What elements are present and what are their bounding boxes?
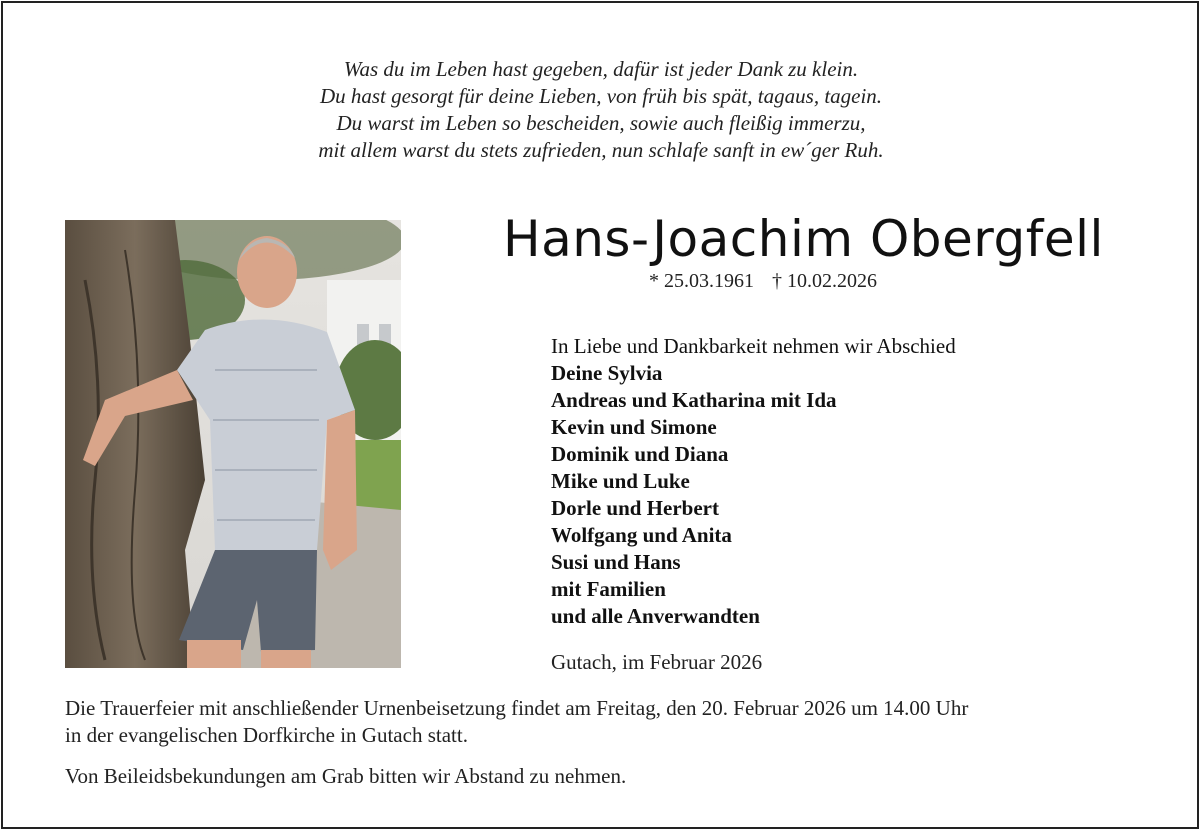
farewell-intro: In Liebe und Dankbarkeit nehmen wir Abschied bbox=[551, 334, 956, 358]
obituary-frame bbox=[1, 1, 1199, 829]
funeral-notice bbox=[65, 695, 968, 749]
family-list bbox=[551, 333, 956, 630]
place-date: Gutach, im Februar 2026 bbox=[551, 650, 763, 674]
portrait-photo bbox=[65, 220, 401, 668]
family-member: Dominik und Diana bbox=[551, 442, 729, 466]
condolence-notice: Von Beileidsbekundungen am Grab bitten wir Abstand zu nehmen. bbox=[65, 764, 627, 788]
family-member: Dorle und Herbert bbox=[551, 496, 719, 520]
memorial-poem bbox=[3, 56, 1199, 164]
family-member: Deine Sylvia bbox=[551, 361, 663, 385]
poem-line: Du hast gesorgt für deine Lieben, von früh bis spät, tagaus, tagein. bbox=[319, 84, 883, 108]
family-member: Kevin und Simone bbox=[551, 415, 717, 439]
family-member: mit Familien bbox=[551, 577, 666, 601]
poem-line: Was du im Leben hast gegeben, dafür ist jeder Dank zu klein. bbox=[343, 57, 859, 81]
family-member: Susi und Hans bbox=[551, 550, 681, 574]
family-member: und alle Anverwandten bbox=[551, 604, 760, 628]
family-member: Wolfgang und Anita bbox=[551, 523, 732, 547]
poem-line: mit allem warst du stets zufrieden, nun schlafe sanft in ew´ger Ruh. bbox=[318, 138, 884, 162]
death-date: † 10.02.2026 bbox=[772, 270, 877, 292]
deceased-name: Hans-Joachim Obergfell bbox=[503, 210, 1104, 268]
poem-line: Du warst im Leben so bescheiden, sowie auch fleißig immerzu, bbox=[336, 111, 866, 135]
life-dates bbox=[649, 270, 877, 293]
family-member: Andreas und Katharina mit Ida bbox=[551, 388, 837, 412]
funeral-notice-line: in der evangelischen Dorfkirche in Gutach statt. bbox=[65, 723, 468, 747]
family-member: Mike und Luke bbox=[551, 469, 690, 493]
birth-date: * 25.03.1961 bbox=[649, 270, 754, 292]
portrait-illustration bbox=[65, 220, 401, 668]
funeral-notice-line: Die Trauerfeier mit anschließender Urnenbeisetzung findet am Freitag, den 20. Februar 2026 um 14.00 Uhr bbox=[65, 696, 969, 720]
